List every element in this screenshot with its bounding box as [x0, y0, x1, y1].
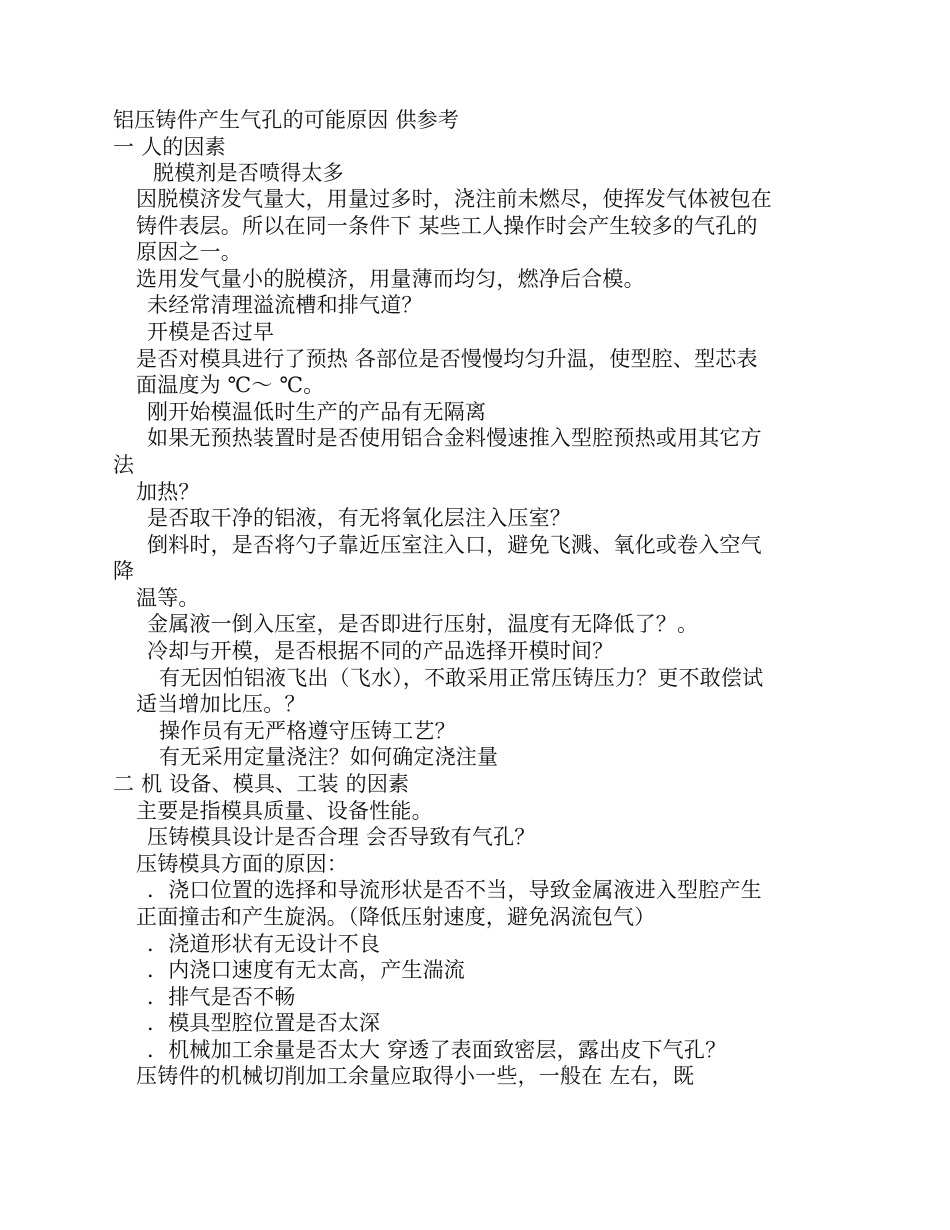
text-line: 因脱模济发气量大，用量过多时，浇注前未燃尽，使挥发气体被包在 [136, 187, 772, 211]
list-item: ．排气是否不畅 [147, 985, 296, 1009]
section-heading: 二 机 设备、模具、工装 的因素 [113, 772, 410, 796]
list-item: ．模具型腔位置是否太深 [147, 1011, 381, 1035]
text-line: 有无采用定量浇注？如何确定浇注量 [159, 745, 499, 769]
text-line: 面温度为 ℃～ ℃。 [136, 373, 325, 397]
text-line: 选用发气量小的脱模济，用量薄而均匀，燃净后合模。 [136, 267, 645, 291]
list-item: ．机械加工余量是否太大 穿透了表面致密层，露出皮下气孔？ [147, 1038, 727, 1062]
section-heading: 一 人的因素 [113, 135, 226, 159]
text-line: 主要是指模具质量、设备性能。 [136, 799, 433, 823]
text-line: 铸件表层。所以在同一条件下 某些工人操作时会产生较多的气孔的 [136, 214, 758, 238]
text-line: 压铸模具方面的原因： [136, 852, 348, 876]
text-line: 法 [113, 453, 135, 477]
text-line: 未经常清理溢流槽和排气道？ [147, 293, 423, 317]
text-line: 压铸件的机械切削加工余量应取得小一些，一般在 左右，既 [136, 1064, 695, 1088]
text-line: 温等。 [136, 586, 200, 610]
list-item: ．内浇口速度有无太高，产生湍流 [147, 958, 465, 982]
text-line: 原因之一。 [136, 240, 242, 264]
text-line: 是否取干净的铝液，有无将氧化层注入压室？ [147, 506, 571, 530]
text-line: 开模是否过早 [147, 320, 275, 344]
text-line: 倒料时，是否将勺子靠近压室注入口，避免飞溅、氧化或卷入空气 [147, 533, 762, 557]
text-line: 刚开始模温低时生产的产品有无隔离 [147, 400, 487, 424]
list-item: ．浇道形状有无设计不良 [147, 932, 381, 956]
text-line: 是否对模具进行了预热 各部位是否慢慢均匀升温，使型腔、型芯表 [136, 347, 758, 371]
text-line: 操作员有无严格遵守压铸工艺？ [159, 719, 456, 743]
text-line: ．浇口位置的选择和导流形状是否不当，导致金属液进入型腔产生 [147, 878, 762, 902]
text-line: 降 [113, 559, 135, 583]
text-line: 正面撞击和产生旋涡。（降低压射速度，避免涡流包气） [136, 905, 656, 929]
text-line: 加热？ [136, 480, 200, 504]
document-title: 铝压铸件产生气孔的可能原因 供参考 [113, 108, 460, 132]
text-line: 如果无预热装置时是否使用铝合金料慢速推入型腔预热或用其它方 [147, 426, 762, 450]
text-line: 脱模剂是否喷得太多 [153, 161, 344, 185]
text-line: 冷却与开模，是否根据不同的产品选择开模时间？ [147, 639, 614, 663]
text-line: 金属液一倒入压室，是否即进行压射，温度有无降低了？。 [147, 612, 699, 636]
text-line: 有无因怕铝液飞出（飞水），不敢采用正常压铸压力？更不敢偿试 [159, 666, 764, 690]
text-line: 适当增加比压。？ [136, 692, 306, 716]
text-line: 压铸模具设计是否合理 会否导致有气孔？ [147, 825, 536, 849]
